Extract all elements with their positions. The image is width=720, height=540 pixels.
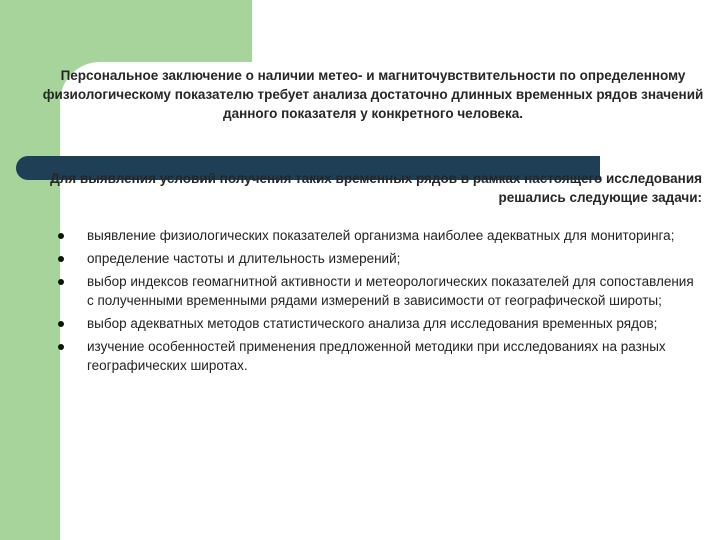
list-item-text: выявление физиологических показателей организма наиболее адекватных для мониторинга; <box>87 228 675 243</box>
list-item <box>56 314 702 333</box>
list-item-text: выбор индексов геомагнитной активности и метеорологических показателей для сопоставления с полученными временными рядами измерений в зависимости от географической широты; <box>87 274 694 308</box>
bullet-icon <box>58 256 64 262</box>
bullet-icon <box>58 344 64 350</box>
intro-paragraph: Персональное заключение о наличии метео- и магниточувствительности по определенному физиологическому показателю требует анализа достаточно длинных временных рядов значений данного показателя у конкретного человека. <box>42 68 704 121</box>
list-item-text: изучение особенностей применения предложенной методики при исследованиях на разных географических широтах. <box>87 339 666 373</box>
list-item <box>56 272 702 310</box>
list-item <box>56 226 702 245</box>
tasks-heading: Для выявления условий получения таких временных рядов в рамках настоящего исследования решались следующие задачи: <box>50 171 702 205</box>
bullet-icon <box>58 321 64 327</box>
list-item <box>56 337 702 375</box>
list-item-text: определение частоты и длительность измерений; <box>87 251 401 266</box>
list-item-text: выбор адекватных методов статистического анализа для исследования временных рядов; <box>87 316 658 331</box>
bullet-icon <box>58 233 64 239</box>
bullet-icon <box>58 279 64 285</box>
task-list <box>56 226 702 379</box>
list-item <box>56 249 702 268</box>
